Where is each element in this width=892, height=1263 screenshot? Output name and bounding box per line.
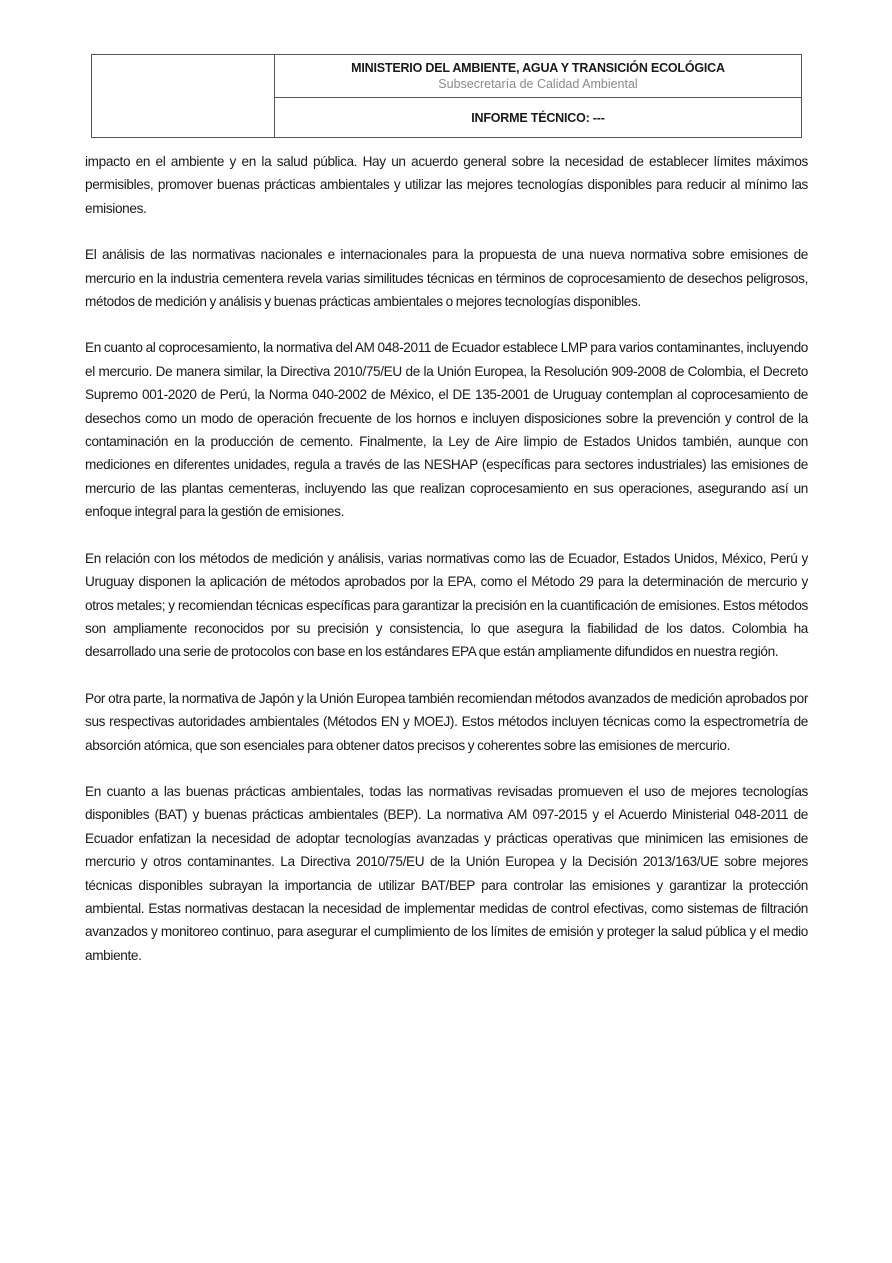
paragraph-measurement-methods: En relación con los métodos de medición y análisis, varias normativas como las de Ecuador, Estados Unidos, México, Perú y Uruguay disponen la aplicación de métodos aprobados por la EPA, como el Método 29 para la determinación de mercurio y otros metales; y recomiendan técnicas específicas para garantizar la precisión en la cuantificación de emisiones. Estos métodos son ampliamente reconocidos por su precisión y consistencia, lo que asegura la fiabilidad de los datos. Colombia ha desarrollado una serie de protocolos con base en los estándares EPA que están ampliamente difundidos en nuestra región. — [85, 550, 808, 660]
report-title: INFORME TÉCNICO: --- — [471, 110, 605, 125]
organization-name: MINISTERIO DEL AMBIENTE, AGUA Y TRANSICIÓN ECOLÓGICA — [351, 61, 725, 75]
header-info — [275, 55, 801, 137]
paragraph-analysis: El análisis de las normativas nacionales e internacionales para la propuesta de una nueva normativa sobre emisiones de mercurio en la industria cementera revela varias similitudes técnicas en términos de coprocesamiento de desechos peligrosos, métodos de medición y análisis y buenas prácticas ambientales o mejores tecnologías disponibles. — [85, 247, 808, 310]
document-header — [91, 54, 802, 138]
report-block — [275, 98, 801, 137]
paragraph-best-practices: En cuanto a las buenas prácticas ambientales, todas las normativas revisadas promueven el uso de mejores tecnologías disponibles (BAT) y buenas prácticas ambientales (BEP). La normativa AM 097-2015 y el Acuerdo Ministerial 048-2011 de Ecuador enfatizan la necesidad de adoptar tecnologías avanzadas y prácticas operativas que minimicen las emisiones de mercurio y otros contaminantes. La Directiva 2010/75/EU de la Unión Europea y la Decisión 2013/163/UE sobre mejores técnicas disponibles subrayan la importancia de utilizar BAT/BEP para controlar las emisiones y garantizar la protección ambiental. Estas normativas destacan la necesidad de implementar medidas de control efectivas, como sistemas de filtración avanzados y monitoreo continuo, para asegurar el cumplimiento de los límites de emisión y proteger la salud pública y el medio ambiente. — [85, 783, 808, 963]
paragraph-coprocessing: En cuanto al coprocesamiento, la normativa del AM 048-2011 de Ecuador establece LMP para varios contaminantes, incluyendo el mercurio. De manera similar, la Directiva 2010/75/EU de la Unión Europea, la Resolución 909-2008 de Colombia, el Decreto Supremo 001-2020 de Perú, la Norma 040-2002 de México, el DE 135-2001 de Uruguay contemplan al coprocesamiento de desechos como un modo de operación frecuente de los hornos e incluyen disposiciones sobre la prevención y control de la contaminación en la producción de cemento. Finalmente, la Ley de Aire limpio de Estados Unidos también, aunque con mediciones en diferentes unidades, regula a través de las NESHAP (específicas para sectores industriales) las emisiones de mercurio de las plantas cementeras, incluyendo las que realizan coprocesamiento en sus operaciones, asegurando así un enfoque integral para la gestión de emisiones. — [85, 340, 808, 520]
logo-cell — [92, 55, 275, 137]
organization-block — [275, 55, 801, 98]
paragraph-japan-eu: Por otra parte, la normativa de Japón y la Unión Europea también recomiendan métodos avanzados de medición aprobados por sus respectivas autoridades ambientales (Métodos EN y MOEJ). Estos métodos incluyen técnicas como la espectrometría de absorción atómica, que son esenciales para obtener datos precisos y coherentes sobre las emisiones de mercurio. — [85, 690, 808, 753]
document-body — [85, 150, 808, 990]
sub-unit-name: Subsecretaría de Calidad Ambiental — [438, 77, 638, 91]
paragraph-intro-continuation: impacto en el ambiente y en la salud pública. Hay un acuerdo general sobre la necesidad de establecer límites máximos permisibles, promover buenas prácticas ambientales y utilizar las mejores tecnologías disponibles para reducir al mínimo las emisiones. — [85, 154, 808, 216]
